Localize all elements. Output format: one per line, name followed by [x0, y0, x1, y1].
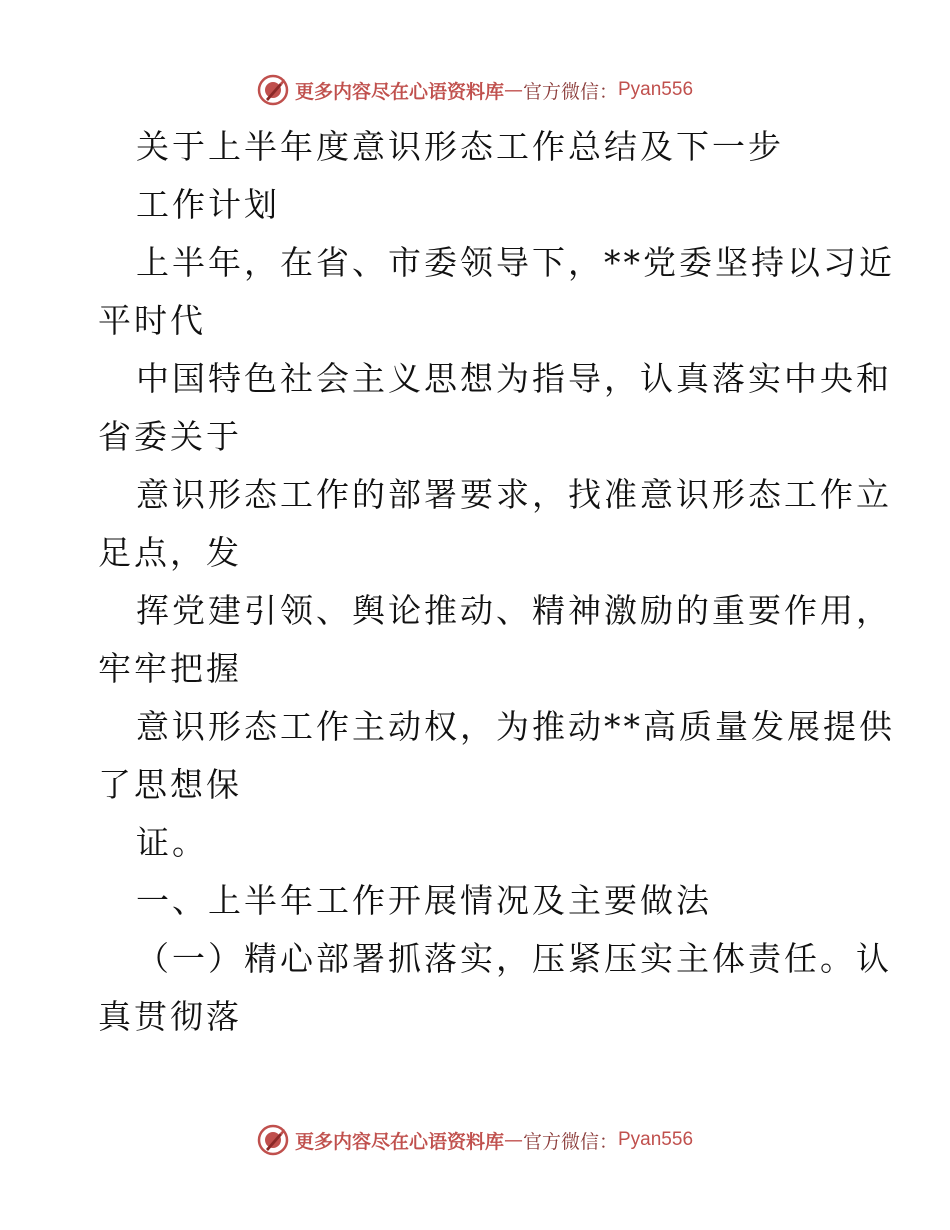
- paragraph-line: 中国特色社会主义思想为指导，认真落实中央和: [136, 359, 892, 398]
- footer-banner-wechat-id: Pyan556: [618, 1129, 694, 1150]
- paragraph-line: 挥党建引领、舆论推动、精神激励的重要作用，: [136, 591, 892, 630]
- title-line-1: 关于上半年度意识形态工作总结及下一步: [136, 127, 784, 166]
- document-body: [98, 118, 895, 1046]
- paragraph-line: 足点，发: [98, 533, 242, 572]
- header-banner-wechat-label: 官方微信：: [522, 80, 618, 103]
- pen-logo-icon: [257, 1124, 289, 1156]
- header-banner-wechat-id: Pyan556: [618, 79, 694, 100]
- header-banner-main: 更多内容尽在心语资料库: [294, 80, 504, 103]
- header-banner: [0, 70, 950, 110]
- paragraph-line: 省委关于: [98, 417, 242, 456]
- footer-banner-wechat-label: 官方微信：: [522, 1130, 618, 1153]
- footer-banner-dash: —: [503, 1129, 523, 1151]
- paragraph-line: 真贯彻落: [98, 997, 242, 1036]
- paragraph-line: 意识形态工作主动权，为推动**高质量发展提供: [136, 707, 895, 746]
- paragraph-line: 上半年，在省、市委领导下，**党委坚持以习近: [136, 243, 895, 282]
- header-banner-dash: —: [503, 79, 523, 101]
- paragraph-line: 意识形态工作的部署要求，找准意识形态工作立: [136, 475, 892, 514]
- section-heading: 一、上半年工作开展情况及主要做法: [136, 881, 712, 920]
- paragraph-line: 牢牢把握: [98, 649, 242, 688]
- paragraph-line: 了思想保: [98, 765, 242, 804]
- footer-banner-main: 更多内容尽在心语资料库: [294, 1130, 504, 1153]
- title-line-2: 工作计划: [136, 185, 280, 224]
- footer-banner: [0, 1120, 950, 1160]
- paragraph-line: 证。: [136, 823, 208, 862]
- pen-logo-icon: [257, 74, 289, 106]
- paragraph-line: 平时代: [98, 301, 206, 340]
- subsection-heading: （一）精心部署抓落实，压紧压实主体责任。认: [136, 939, 892, 978]
